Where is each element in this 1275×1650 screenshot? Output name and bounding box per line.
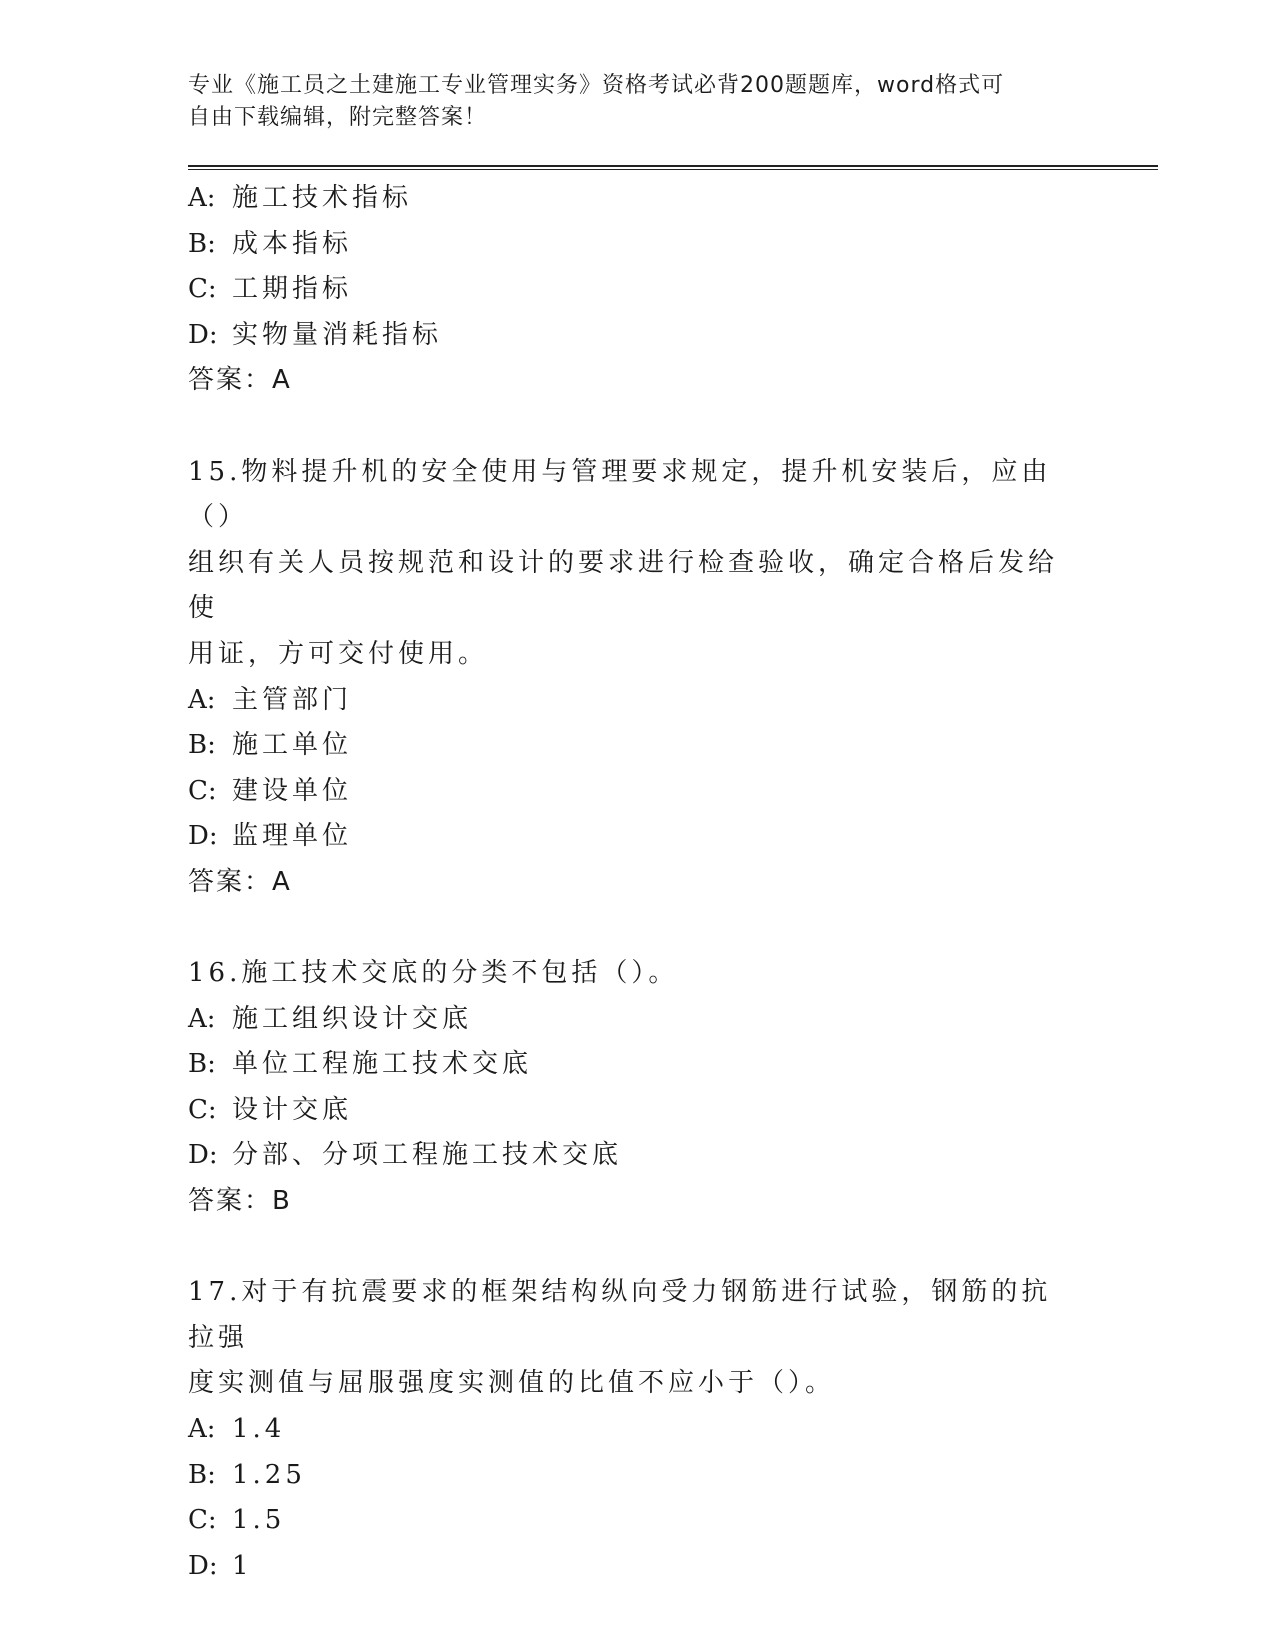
option-c (188, 1088, 1158, 1134)
option-text: 实物量消耗指标 (232, 319, 443, 350)
option-text: 单位工程施工技术交底 (232, 1049, 533, 1080)
option-letter: B: (188, 730, 216, 761)
question-text-line: 16.施工技术交底的分类不包括（）。 (188, 958, 679, 989)
option-d (188, 1544, 1158, 1590)
option-text: 1.4 (232, 1414, 286, 1445)
option-text: 工期指标 (232, 274, 353, 305)
question-text-line: 15.物料提升机的安全使用与管理要求规定，提升机安装后，应由（） (188, 456, 1052, 533)
option-letter: D: (188, 319, 218, 350)
answer-line: 答案：A (188, 866, 292, 897)
question-15 (188, 450, 1158, 906)
option-text: 1 (232, 1550, 253, 1581)
option-text: 成本指标 (232, 228, 353, 259)
option-letter: D: (188, 1140, 218, 1171)
question-17 (188, 1270, 1158, 1589)
option-d (188, 814, 1158, 860)
option-letter: C: (188, 1505, 217, 1536)
option-a (188, 176, 1158, 222)
header-divider (188, 165, 1158, 170)
option-d (188, 313, 1158, 359)
option-letter: B: (188, 1459, 216, 1490)
question-list (188, 176, 1158, 1589)
option-letter: C: (188, 1094, 217, 1125)
option-b (188, 222, 1158, 268)
document-header (188, 70, 1068, 134)
option-b (188, 723, 1158, 769)
option-letter: A: (188, 183, 216, 213)
header-line: 自由下载编辑，附完整答案！ (188, 105, 488, 130)
option-letter: B: (188, 1049, 216, 1080)
option-letter: A: (188, 1003, 216, 1034)
option-b (188, 1453, 1158, 1499)
question-text-line: 组织有关人员按规范和设计的要求进行检查验收，确定合格后发给使 (188, 547, 1059, 624)
option-letter: D: (188, 1550, 218, 1581)
option-d (188, 1133, 1158, 1179)
option-a (188, 678, 1158, 724)
option-text: 分部、分项工程施工技术交底 (232, 1140, 623, 1171)
document-page (188, 70, 1158, 1589)
option-text: 施工组织设计交底 (232, 1003, 473, 1034)
spacer (188, 1225, 1158, 1271)
option-text: 设计交底 (232, 1094, 353, 1125)
question-text (188, 1270, 1068, 1407)
option-a (188, 997, 1158, 1043)
question-text (188, 951, 1068, 997)
header-line: 专业《施工员之土建施工专业管理实务》资格考试必背200题题库，word格式可 (188, 73, 1005, 98)
question-text-line: 用证，方可交付使用。 (188, 638, 489, 669)
answer-line: 答案：B (188, 1186, 292, 1217)
option-text: 建设单位 (232, 775, 353, 806)
question-text (188, 450, 1068, 678)
option-text: 施工技术指标 (232, 183, 413, 213)
question-14 (188, 176, 1158, 404)
spacer (188, 404, 1158, 450)
option-letter: A: (188, 1414, 216, 1445)
question-16 (188, 951, 1158, 1225)
option-c (188, 1498, 1158, 1544)
option-letter: C: (188, 775, 217, 806)
option-text: 施工单位 (232, 730, 353, 761)
option-c (188, 769, 1158, 815)
question-text-line: 17.对于有抗震要求的框架结构纵向受力钢筋进行试验，钢筋的抗拉强 (188, 1277, 1052, 1353)
option-letter: B: (188, 228, 216, 259)
option-c (188, 267, 1158, 313)
option-text: 监理单位 (232, 821, 353, 852)
option-letter: D: (188, 821, 218, 852)
spacer (188, 906, 1158, 952)
option-letter: C: (188, 274, 217, 305)
answer-line: 答案：A (188, 365, 292, 396)
option-b (188, 1042, 1158, 1088)
option-letter: A: (188, 684, 216, 715)
question-text-line: 度实测值与屈服强度实测值的比值不应小于（）。 (188, 1368, 836, 1399)
option-a (188, 1407, 1158, 1453)
option-text: 1.25 (232, 1459, 306, 1490)
option-text: 主管部门 (232, 684, 353, 715)
option-text: 1.5 (232, 1505, 286, 1536)
